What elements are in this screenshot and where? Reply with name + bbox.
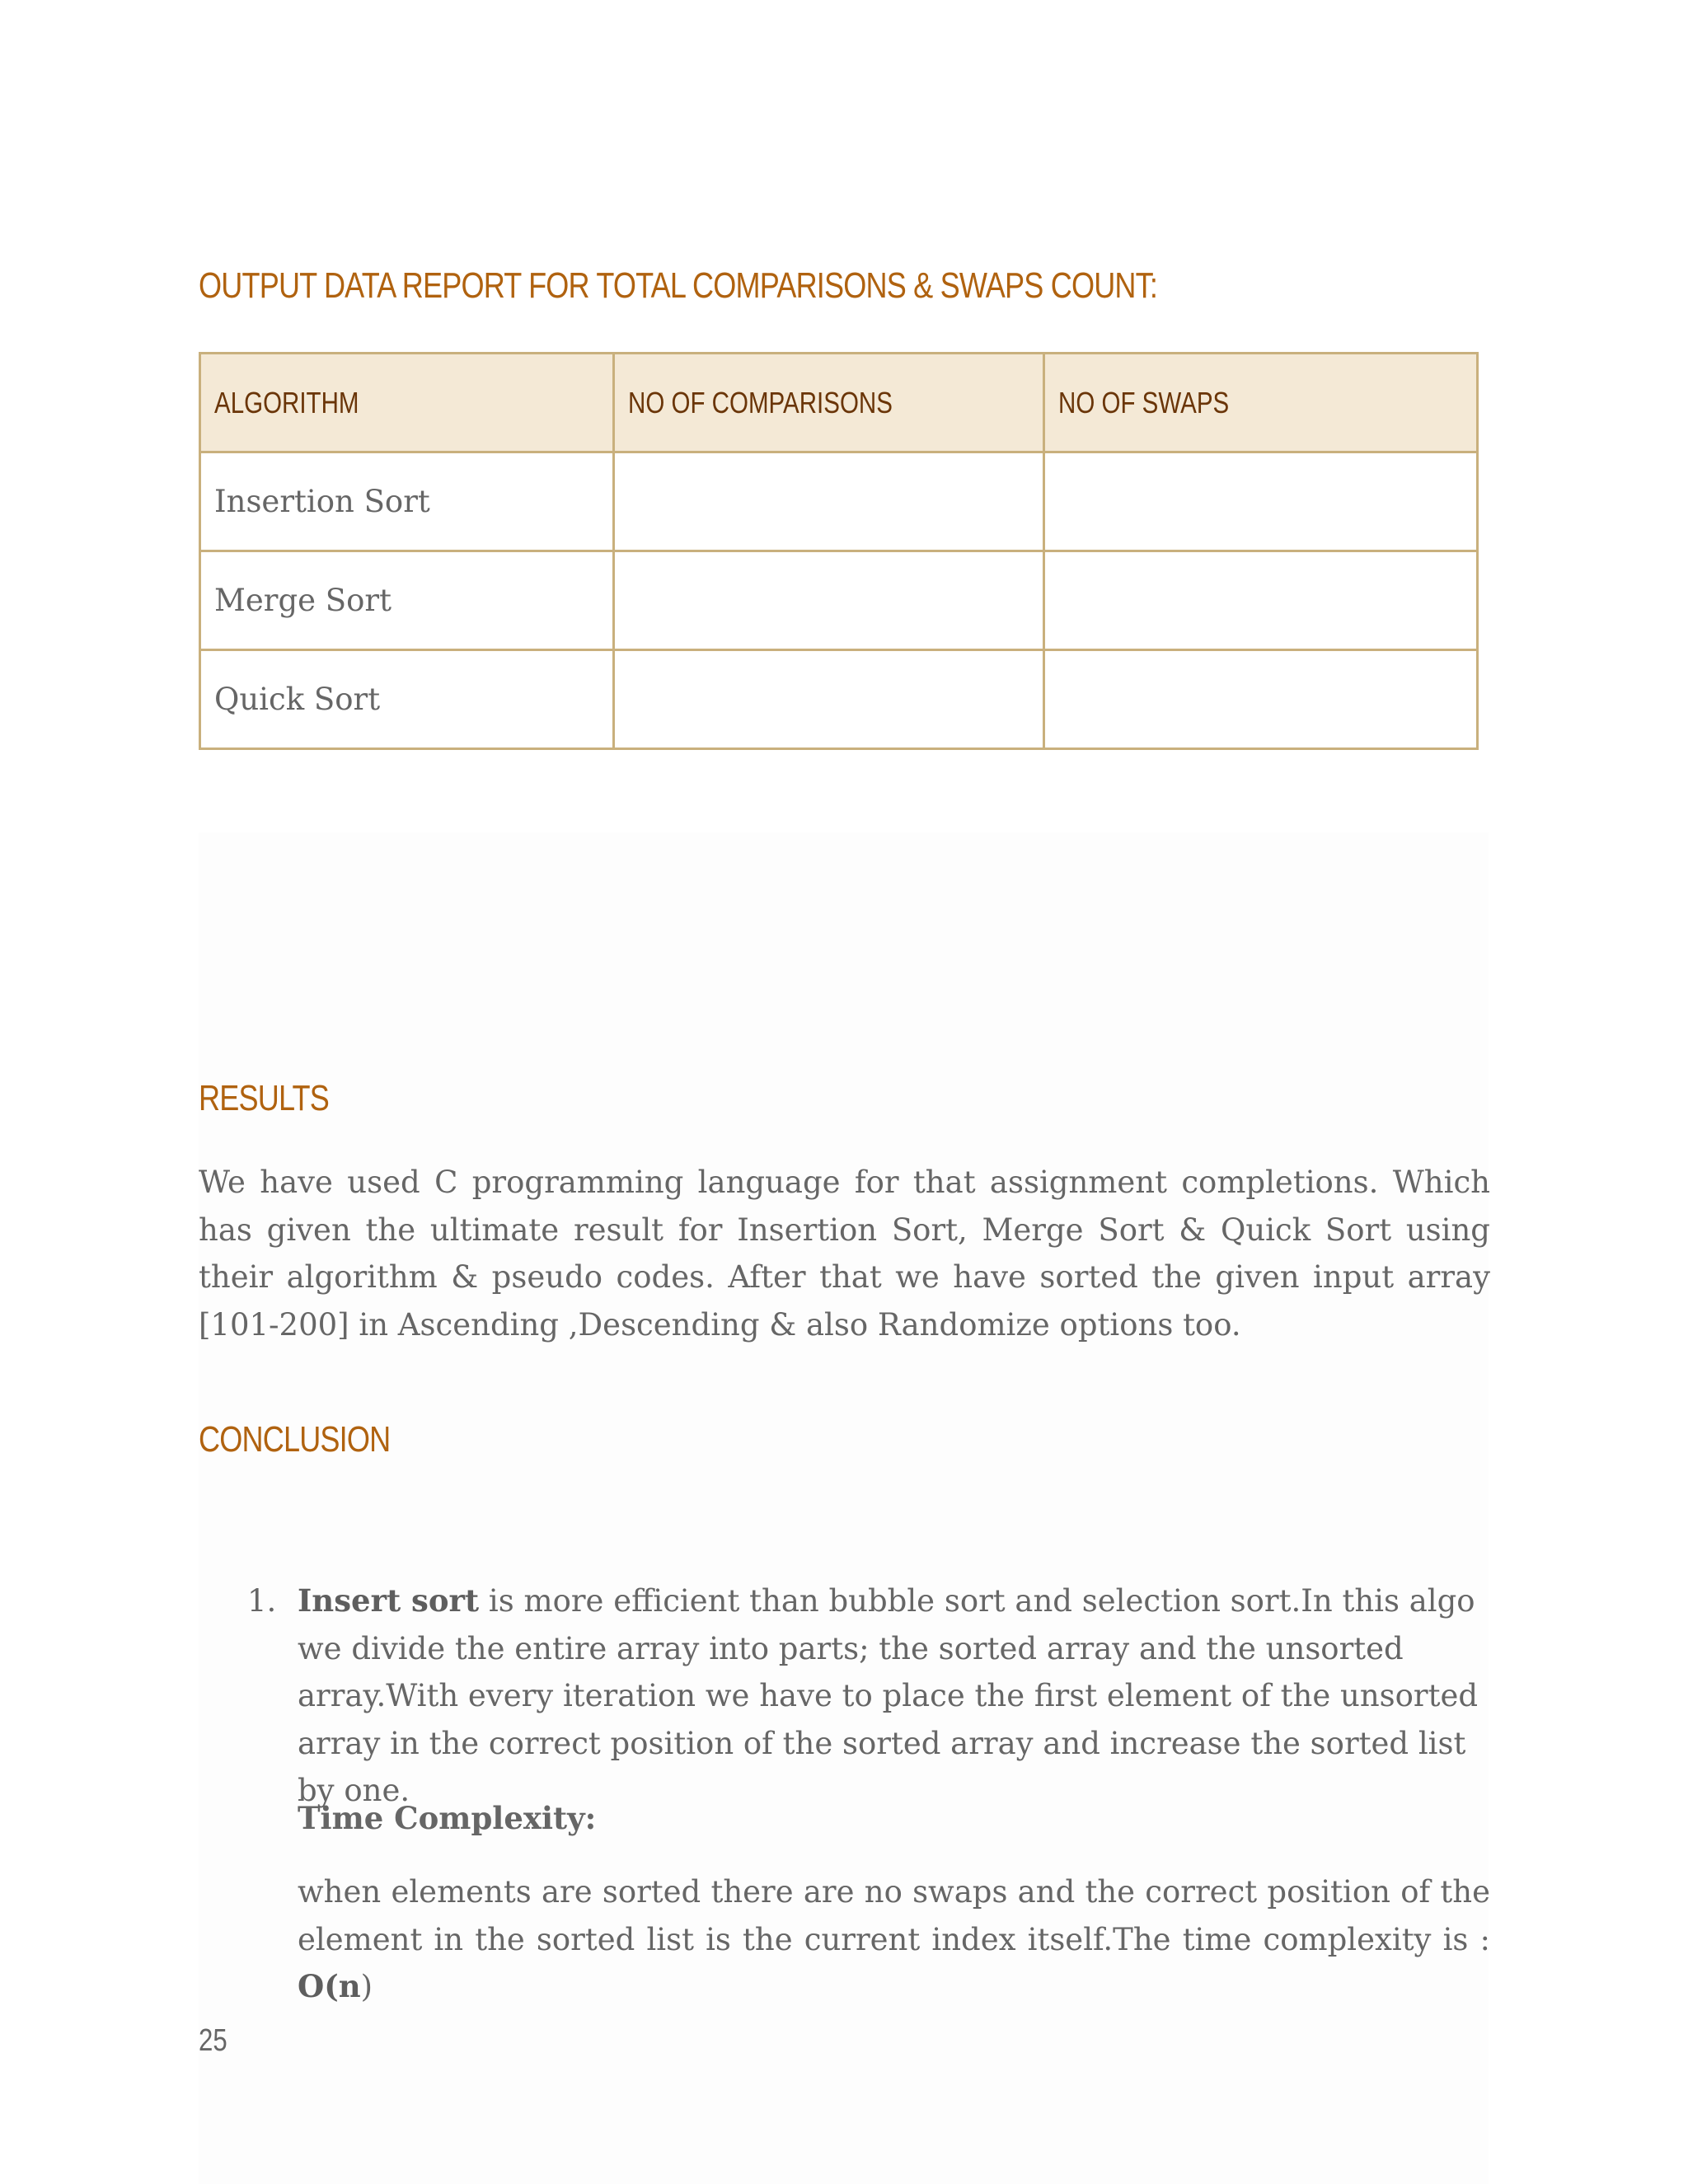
header-comparisons: NO OF COMPARISONS bbox=[614, 354, 1044, 452]
table-row bbox=[200, 551, 1478, 650]
cell-comparisons bbox=[614, 551, 1044, 650]
cell-comparisons bbox=[614, 452, 1044, 551]
list-item-bold-lead: Insert sort bbox=[298, 1582, 480, 1619]
complexity-paragraph bbox=[298, 1868, 1490, 2011]
time-complexity-subheading: Time Complexity: bbox=[298, 1800, 597, 1836]
cell-algorithm: Insertion Sort bbox=[200, 452, 614, 551]
list-item-text: is more efficient than bubble sort and selection sort.In this algo we divide the entire array into parts; the sorted array and the unsorted array.With every iteration we have to place the first element of the unsorted array in the correct position of the sorted array and increase the sorted list by one. bbox=[298, 1583, 1479, 1808]
comparisons-swaps-table bbox=[199, 352, 1479, 750]
list-item-number: 1. bbox=[247, 1583, 277, 1619]
table-header-row bbox=[200, 354, 1478, 452]
list-item bbox=[298, 1577, 1490, 1815]
header-swaps: NO OF SWAPS bbox=[1044, 354, 1478, 452]
page-number: 25 bbox=[199, 2023, 227, 2058]
report-heading: OUTPUT DATA REPORT FOR TOTAL COMPARISONS & SWAPS COUNT: bbox=[199, 265, 1158, 306]
cell-algorithm: Quick Sort bbox=[200, 650, 614, 749]
conclusion-heading: CONCLUSION bbox=[199, 1419, 391, 1460]
complexity-close: ) bbox=[360, 1969, 373, 2004]
cell-swaps bbox=[1044, 650, 1478, 749]
table-row bbox=[200, 650, 1478, 749]
results-heading: RESULTS bbox=[199, 1078, 330, 1118]
cell-algorithm: Merge Sort bbox=[200, 551, 614, 650]
results-paragraph: We have used C programming language for that assignment completions. Which has given the ultimate result for Insertion Sort, Merge Sort & Quick Sort using their algorithm & pseudo codes. After that we have sorted the given input array [101-200] in Ascending ,Descending & also Randomize options too. bbox=[199, 1165, 1490, 1343]
cell-swaps bbox=[1044, 551, 1478, 650]
header-algorithm: ALGORITHM bbox=[200, 354, 614, 452]
complexity-text: when elements are sorted there are no swaps and the correct position of the element in the sorted list is the current index itself.The time complexity is : bbox=[298, 1874, 1490, 1957]
table-row bbox=[200, 452, 1478, 551]
complexity-value: O(n bbox=[298, 1968, 361, 2004]
cell-swaps bbox=[1044, 452, 1478, 551]
cell-comparisons bbox=[614, 650, 1044, 749]
